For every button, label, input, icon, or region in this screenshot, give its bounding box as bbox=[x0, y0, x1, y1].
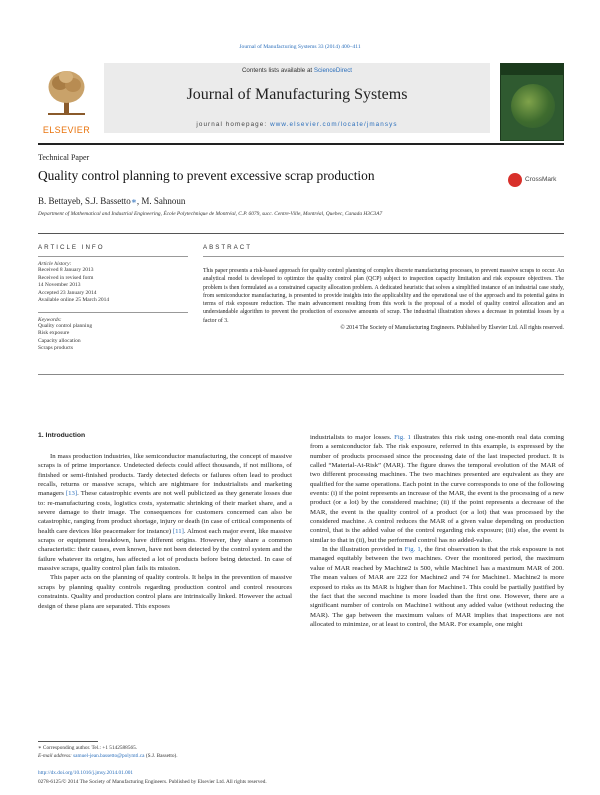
figure-link[interactable]: Fig. 1 bbox=[394, 434, 411, 441]
keyword: Risk exposure bbox=[38, 330, 70, 336]
section-heading-introduction: 1. Introduction bbox=[38, 432, 86, 439]
abstract-copyright: © 2014 The Society of Manufacturing Engineers. Published by Elsevier Ltd. All rights reserved. bbox=[340, 325, 564, 332]
email-link[interactable]: samuel-jean.bassetto@polymtl.ca bbox=[73, 753, 145, 759]
paragraph: industrialists to major losses. Fig. 1 illustrates this risk using one-month real data coming from a semiconductor fab. The risk exposure, referred in this example, is expressed by the number of products processed since the processing date of the last inspected product. It is called “Material-At-Risk” (MAR). The figure draws the temporal evolution of the MAR of two different processing machines. The two machines presented are equivalent as they are qualified for the same operations. Each point in the curve corresponds to one of the following events: (i) if the point represents an increase of the MAR, the event is the processing of a new product (or a lot) by the considered machine; (ii) if the point represents a decrease of the MAR, the event is the quality control of a product (or a lot) that was processed by the considered machine. A control reduces the MAR of a given value depending on production control, that is the added value of the control regarding risk exposure; (iii) else, the event is similar to that in (ii), but the performed control has no added-value. bbox=[310, 434, 564, 544]
elsevier-logo bbox=[38, 63, 95, 135]
history-line: Accepted 23 January 2014 bbox=[38, 289, 97, 296]
figure-link[interactable]: Fig. 1 bbox=[404, 546, 421, 554]
contents-line: Contents lists available at ScienceDirect bbox=[241, 67, 353, 74]
journal-homepage: journal homepage: www.elsevier.com/locate/jmansys bbox=[196, 121, 398, 128]
history-line: Received in revised form bbox=[38, 274, 94, 281]
article-info-heading: ARTICLE INFO bbox=[38, 244, 105, 251]
article-title: Quality control planning to prevent excessive scrap production bbox=[38, 168, 375, 183]
keywords-label: Keywords: bbox=[38, 316, 62, 323]
affiliation: Department of Mathematical and Industrial Engineering, École Polytechnique de Montréal, C.P. 6079, succ. Centre-Ville, Montréal, Quebec, Canada H3C3A7 bbox=[38, 211, 383, 217]
keyword: Scraps products bbox=[38, 345, 73, 351]
article-info bbox=[38, 244, 188, 353]
journal-cover-image bbox=[500, 63, 564, 141]
elsevier-tree-icon bbox=[46, 67, 87, 117]
abstract-heading: ABSTRACT bbox=[203, 244, 253, 251]
author-list: B. Bettayeb, S.J. Bassetto∗, M. Sahnoun bbox=[38, 196, 186, 206]
sciencedirect-link[interactable]: ScienceDirect bbox=[313, 67, 353, 74]
journal-title: Journal of Manufacturing Systems bbox=[186, 86, 408, 103]
divider bbox=[38, 233, 564, 234]
journal-citation[interactable]: Journal of Manufacturing Systems 33 (2014) 400–411 bbox=[239, 44, 361, 50]
divider bbox=[203, 256, 564, 257]
history-line: Available online 25 March 2014 bbox=[38, 297, 110, 303]
email-note: E-mail address: samuel-jean.bassetto@polymtl.ca (S.J. Bassetto). bbox=[38, 753, 178, 759]
crossmark-badge[interactable] bbox=[508, 173, 564, 187]
header-rule bbox=[38, 143, 564, 145]
history-line: 14 November 2013 bbox=[38, 282, 81, 288]
footnote-rule bbox=[38, 741, 98, 742]
body-column-right bbox=[310, 433, 564, 629]
crossmark-icon bbox=[508, 173, 522, 187]
divider bbox=[38, 312, 188, 313]
history-label: Article history: bbox=[38, 261, 72, 267]
paragraph: In the illustration provided in Fig. 1, the first observation is that the risk exposure is not managed equitably between the two machines. Over the monitored period, the maximum value of MAR reached by Machine2 is 500, while Machine1 has a maximum MAR of 200. The mean values of MAR are 222 for Machine2 and 74 for Machine1. Machine2 is more exposed to risks as its MAR is higher than for Machine1. This could be partially justified by the fact that the second machine is more loaded than the first one. However, there are a significant number of controls on Machine1 without any added value (without reducing the MAR). The gap between the maximum values of MAR implies that inspections are not allocated to minimize, or at least to control, the MAR. For example, one might bbox=[310, 546, 564, 628]
corresponding-author-note: ∗ Corresponding author. Tel.: +1 5142588565. bbox=[38, 745, 138, 751]
publisher-name: ELSEVIER bbox=[42, 125, 91, 135]
divider bbox=[38, 374, 564, 375]
abstract-text: This paper presents a risk-based approach for quality control planning of complex discrete manufacturing processes, to prevent massive scraps to occur. An analytical model is developed to optimize the quality control plan (QCP) subject to inspection capacity limitation and risk exposure objectives. The problem is then formulated as a constrained capacity allocation problem. A dedicated heuristic that solves a simplified instance of an industrial case study, from semiconductor manufacturing, is presented to provide insights into the applicability and the operational use of the approach and its potential gains in terms of risk exposure reduction. The main advancement resulting from this work is the proposal of a model of quality control allocation and an understandable algorithm to prevent the production of excessive amounts of scrap. The industrial illustration shows a decrease in potential losses by a factor of 3. bbox=[203, 268, 564, 324]
doi-link[interactable]: http://dx.doi.org/10.1016/j.jmsy.2014.01.001 bbox=[38, 770, 134, 776]
divider bbox=[38, 256, 188, 257]
homepage-link[interactable]: www.elsevier.com/locate/jmansys bbox=[270, 121, 398, 128]
paragraph: This paper acts on the planning of quality controls. It helps in the prevention of massive scraps by planning quality controls regarding production control and control resources constraints. Quality and production control plans are intrinsically linked. However the actual design of these plans are separated. This exposes bbox=[38, 574, 292, 610]
paragraph: In mass production industries, like semiconductor manufacturing, the concept of massive scraps is of prime importance. Undetected defects could affect thousands, if not millions, of finished or semi-finished products. Tardy detected defects or failures often lead to product recalls, returns or massive scraps, which are nightmare for industrialists and marketing managers [13]. These catastrophic events are not well publicized as they generate losses due to: re-manufacturing costs, logistics costs, systematic shrinking of their market share, and a severe damage to their image. The consequences for customers concerned can also be catastrophic, ranging from product shortage, injury or death (in case of critical components of health care devices like peacemaker for instance) [11]. Almost each major event, like massive scraps or equipment breakdown, have different origins. However, they share a common characteristic: their causes, even known, have not been detected by the control system and the failure whatever its origins, has affected a lot of products before being detected. In case of massive scraps, quality control plan fails its mission. bbox=[38, 453, 292, 573]
body-column-left bbox=[38, 452, 292, 611]
abstract bbox=[203, 244, 564, 331]
corresponding-author-marker[interactable]: ∗ bbox=[130, 196, 137, 206]
article-type: Technical Paper bbox=[38, 153, 90, 162]
history-line: Received 8 January 2013 bbox=[38, 267, 94, 273]
journal-header bbox=[38, 57, 564, 138]
crossmark-label: CrossMark bbox=[525, 176, 557, 183]
issn-copyright: 0278-6125/© 2014 The Society of Manufacturing Engineers. Published by Elsevier Ltd. All rights reserved. bbox=[38, 779, 267, 785]
citation-link[interactable]: [11] bbox=[172, 527, 184, 535]
masthead bbox=[104, 63, 490, 133]
cover-band bbox=[501, 64, 563, 75]
cover-art bbox=[511, 84, 555, 128]
citation-link[interactable]: [13] bbox=[65, 490, 78, 498]
keyword: Capacity allocation bbox=[38, 337, 81, 344]
keyword: Quality control planning bbox=[38, 322, 93, 329]
